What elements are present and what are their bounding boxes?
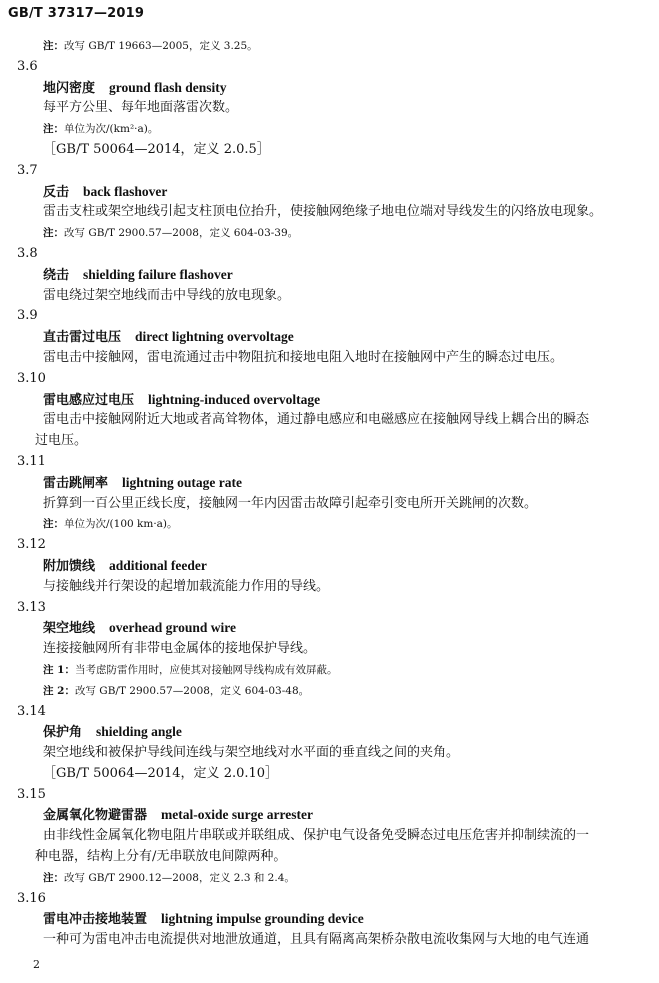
term-english: direct lightning overvoltage — [135, 329, 294, 345]
term-heading — [0, 390, 659, 411]
clause-number: 3.16 — [17, 890, 46, 906]
note — [0, 514, 659, 535]
clause-number: 3.8 — [17, 245, 38, 261]
note — [0, 681, 659, 702]
term-english: back flashover — [83, 183, 168, 199]
note-text: 改写 GB/T 2900.57—2008，定义 604-03-48。 — [74, 684, 310, 697]
page-number: 2 — [33, 958, 40, 971]
note — [0, 868, 659, 889]
definition-text: 折算到一百公里正线长度，接触网一年内因雷击故障引起牵引变电所开关跳闸的次数。 — [43, 495, 538, 511]
term-heading — [0, 327, 659, 348]
note — [0, 119, 659, 140]
term-heading — [0, 618, 659, 639]
clause-number: 3.14 — [17, 703, 46, 719]
document-body — [0, 36, 659, 951]
term-heading — [0, 805, 659, 826]
definition-text: 由非线性金属氧化物电阻片串联或并联组成、保护电气设备免受瞬态过电压危害并抑制续流的一 — [43, 828, 590, 844]
term-chinese: 架空地线 — [43, 621, 96, 637]
term-english: lightning impulse grounding device — [161, 911, 364, 927]
note-label: 注： — [43, 227, 64, 240]
note-label: 注： — [43, 123, 64, 136]
clause-number: 3.13 — [17, 599, 46, 615]
source-reference: ［GB/T 50064—2014，定义 2.0.10］ — [43, 765, 279, 781]
term-english: shielding failure flashover — [83, 266, 233, 282]
term-english: metal-oxide surge arrester — [161, 807, 313, 823]
note — [0, 660, 659, 681]
note-text: 改写 GB/T 2900.57—2008，定义 604-03-39。 — [64, 227, 299, 240]
note — [0, 223, 659, 244]
term-english: additional feeder — [109, 557, 207, 573]
clause-number: 3.6 — [17, 58, 38, 74]
term-heading — [0, 473, 659, 494]
term-english: lightning-induced overvoltage — [148, 391, 321, 407]
definition-text-continued: 过电压。 — [35, 433, 88, 449]
term-chinese: 附加馈线 — [43, 558, 96, 574]
term-english: shielding angle — [96, 724, 182, 740]
note-label: 注 1： — [43, 663, 75, 676]
term-english: overhead ground wire — [109, 620, 237, 636]
term-heading — [0, 909, 659, 930]
definition-text: 架空地线和被保护导线间连线与架空地线对水平面的垂直线之间的夹角。 — [43, 745, 460, 761]
clause-number: 3.12 — [17, 537, 46, 553]
definition-text: 与接触线并行架设的起增加载流能力作用的导线。 — [43, 578, 330, 594]
term-chinese: 绕击 — [43, 267, 70, 283]
term-chinese: 直击雷过电压 — [43, 330, 122, 346]
clause-number: 3.10 — [17, 370, 46, 386]
clause-number: 3.15 — [17, 786, 46, 802]
source-reference: ［GB/T 50064—2014，定义 2.0.5］ — [43, 141, 270, 157]
term-chinese: 雷电感应过电压 — [43, 392, 135, 408]
term-heading — [0, 556, 659, 577]
note-text: 改写 GB/T 19663—2005，定义 3.25。 — [64, 40, 258, 52]
definition-text: 连接接触网所有非带电金属体的接地保护导线。 — [43, 641, 317, 657]
note-label: 注 2： — [43, 684, 75, 697]
term-english: ground flash density — [109, 79, 227, 95]
term-heading — [0, 265, 659, 286]
term-chinese: 保护角 — [43, 725, 83, 741]
term-chinese: 雷电冲击接地装置 — [43, 912, 148, 928]
note-label: 注： — [43, 871, 64, 884]
definition-text: 一种可为雷电冲击电流提供对地泄放通道，且具有隔离高架桥杂散电流收集网与大地的电气连通 — [43, 932, 590, 948]
clause-number: 3.7 — [17, 162, 38, 178]
note — [0, 36, 659, 57]
standard-code-header: GB/T 37317—2019 — [8, 6, 145, 21]
term-heading — [0, 78, 659, 99]
definition-text: 雷电击中接触网附近大地或者高耸物体，通过静电感应和电磁感应在接触网导线上耦合出的瞬态 — [43, 412, 590, 428]
note-text: 当考虑防雷作用时，应使其对接触网导线构成有效屏蔽。 — [74, 663, 338, 676]
term-chinese: 金属氧化物避雷器 — [43, 808, 148, 824]
note-label: 注： — [43, 40, 64, 52]
term-chinese: 反击 — [43, 184, 70, 200]
clause-number: 3.9 — [17, 308, 38, 324]
definition-text-continued: 种电器，结构上分有/无串联放电间隙两种。 — [35, 849, 287, 865]
note-text: 改写 GB/T 2900.12—2008，定义 2.3 和 2.4。 — [64, 871, 295, 884]
note-label: 注： — [43, 518, 64, 531]
definition-text: 雷电击中接触网，雷电流通过击中物阻抗和接地电阻入地时在接触网中产生的瞬态过电压。 — [43, 349, 564, 365]
term-heading — [0, 182, 659, 203]
term-heading — [0, 722, 659, 743]
term-english: lightning outage rate — [122, 474, 243, 490]
term-chinese: 雷击跳闸率 — [43, 475, 109, 491]
definition-text: 雷电绕过架空地线而击中导线的放电现象。 — [43, 287, 291, 303]
term-chinese: 地闪密度 — [43, 80, 96, 96]
clause-number: 3.11 — [17, 453, 46, 469]
note-text: 单位为次/(100 km·a)。 — [64, 518, 178, 531]
definition-text: 雷击支柱或架空地线引起支柱顶电位抬升，使接触网绝缘子地电位端对导线发生的闪络放电现象。 — [43, 204, 603, 220]
definition-text: 每平方公里、每年地面落雷次数。 — [43, 100, 239, 116]
note-text: 单位为次/(km²·a)。 — [64, 123, 159, 136]
